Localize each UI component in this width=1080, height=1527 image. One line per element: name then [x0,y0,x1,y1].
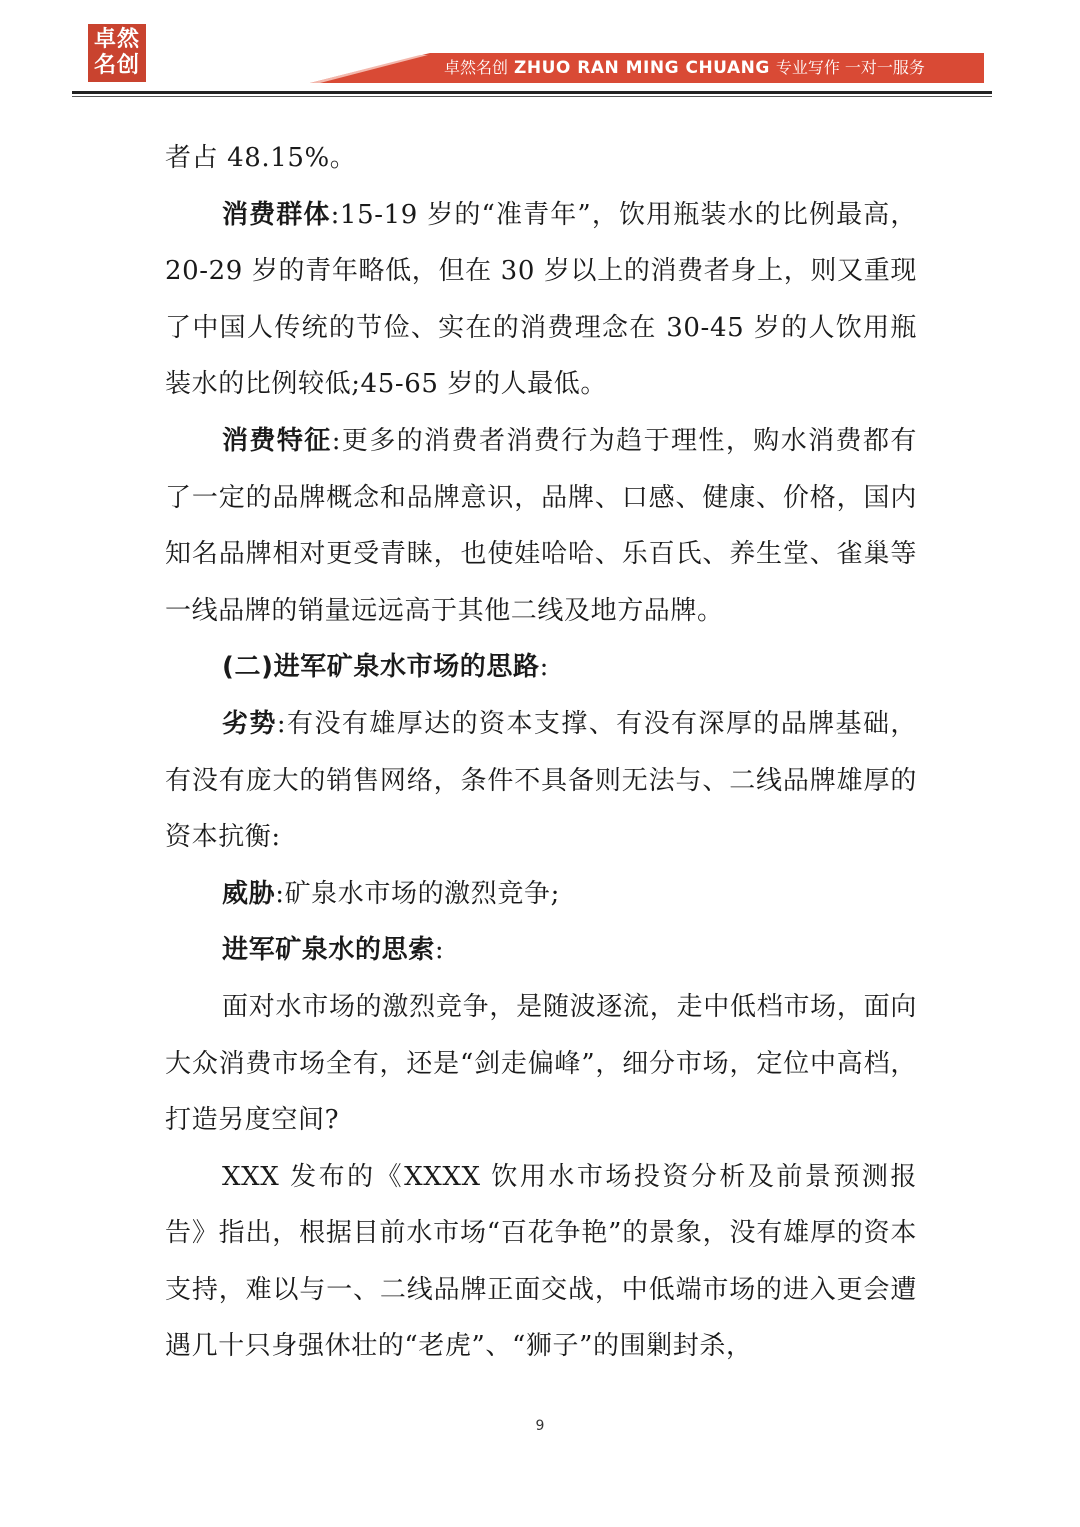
paragraph-text: :矿泉水市场的激烈竞争; [275,878,560,909]
paragraph-threat [165,866,917,923]
band-english-name: ZHUO RAN MING CHUANG [514,58,770,78]
header-band [310,53,984,83]
label-thoughts: 进军矿泉水的思索 [222,935,435,966]
section-heading [165,639,917,696]
paragraph-consumer-traits [165,413,917,639]
header-band-text [444,53,925,83]
paragraph-text: :更多的消费者消费行为趋于理性，购水消费都有了一定的品牌概念和品牌意识，品牌、口感、健康、价格，国内知名品牌相对更受青睐，也使娃哈哈、乐百氏、养生堂、雀巢等一线品牌的销量远远高于其他二线及地方品牌。 [165,425,917,626]
paragraph [165,1149,917,1375]
paragraph-thoughts [165,922,917,979]
brand-logo [88,24,146,82]
document-body [165,130,917,1375]
paragraph [165,979,917,1149]
paragraph-text: 面对水市场的激烈竞争，是随波逐流，走中低档市场，面向大众消费市场全有，还是“剑走偏峰”，细分市场，定位中高档，打造另度空间? [165,991,917,1136]
paragraph-text: 者占 48.15%。 [165,143,357,173]
paragraph-text: :有没有雄厚达的资本支撑、有没有深厚的品牌基础，有没有庞大的销售网络，条件不具备则无法与、二线品牌雄厚的资本抗衡: [165,708,917,853]
label-consumer-group: 消费群体 [222,199,331,230]
logo-text-line1: 卓然 [93,27,140,52]
paragraph-text: :15-19 岁的“准青年”，饮用瓶装水的比例最高，20-29 岁的青年略低，但在 30 岁以上的消费者身上，则又重现了中国人传统的节俭、实在的消费理念在 30-45 岁的人饮用瓶装水的比例较低;45-65 岁的人最低。 [165,199,917,400]
paragraph-consumer-group [165,187,917,413]
label-consumer-traits: 消费特征 [222,425,332,456]
label-threat: 威胁 [222,878,276,909]
paragraph [165,130,917,187]
logo-text-line2: 名创 [93,53,140,78]
heading-colon: : [539,652,549,683]
header-rule-thin [72,96,992,97]
page-number: 9 [535,1418,545,1434]
band-tagline: 专业写作 一对一服务 [775,58,925,77]
paragraph-text: XXX 发布的《XXXX 饮用水市场投资分析及前景预测报告》指出，根据目前水市场“百花争艳”的景象，没有雄厚的资本支持，难以与一、二线品牌正面交战，中低端市场的进入更会遭遇几十只身强休壮的“老虎”、“狮子”的围剿封杀， [165,1161,917,1362]
header-rule-thick [72,91,992,94]
paragraph-weakness [165,696,917,866]
heading-text: (二)进军矿泉水市场的思路 [222,652,540,683]
band-chinese-name: 卓然名创 [444,58,509,77]
paragraph-text: : [434,935,445,966]
label-weakness: 劣势 [222,708,277,739]
